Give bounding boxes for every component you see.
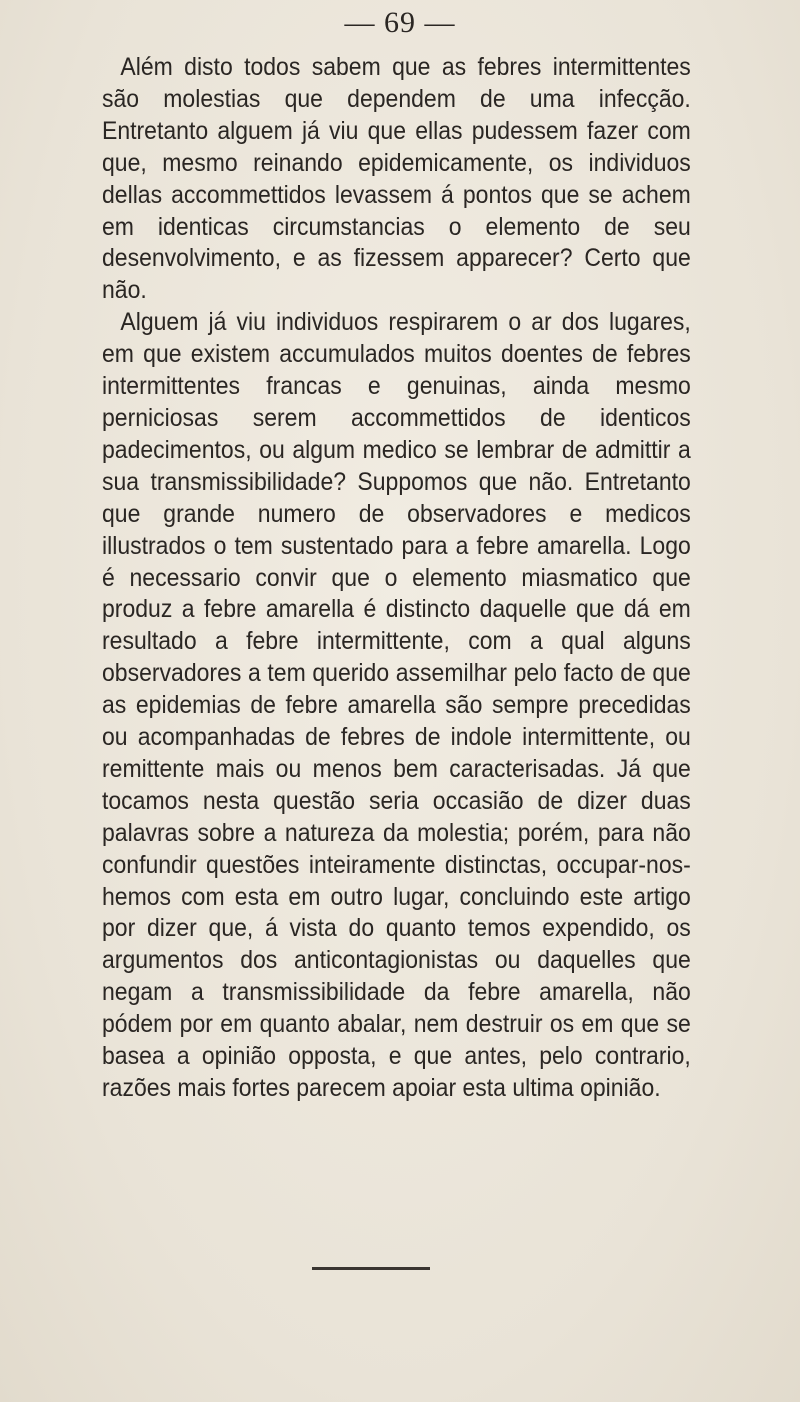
paragraph-2: Alguem já viu individuos respirarem o ar dos lugares, em que existem accumulados muitos doentes de febres intermittentes francas e genuinas, ainda mesmo perniciosas serem accommettidos de identicos padecimentos, ou algum medico se lembrar de admittir a sua transmissibilidade? Suppomos que não. Entretanto que grande numero de observadores e medicos illustrados o tem sustentado para a febre amarella. Logo é necessario convir que o elemento miasmatico que produz a febre amarella é distincto daquelle que dá em resultado a febre intermittente, com a qual alguns observadores a tem querido assemilhar pelo facto de que as epidemias de febre amarella são sempre precedidas ou acompanhadas de febres de indole intermittente, ou remittente mais ou menos bem caracterisadas. Já que tocamos nesta questão seria occasião de dizer duas palavras sobre a natureza da molestia; porém, para não confundir questões inteiramente distinctas, occupar-nos-hemos com esta em outro lugar, concluindo este artigo por dizer que, á vista do quanto temos expendido, os argumentos dos anticontagionistas ou daquelles que negam a transmissibilidade da febre amarella, não pódem por em quanto abalar, nem destruir os em que se basea a opinião opposta, e que antes, pelo contrario, razões mais fortes parecem apoiar esta ultima opinião. <box>102 308 691 1102</box>
section-end-rule <box>312 1267 430 1270</box>
paragraph-1: Além disto todos sabem que as febres intermittentes são molestias que dependem de uma infecção. Entretanto alguem já viu que ellas pudessem fazer com que, mesmo reinando epidemicamente, os individuos dellas accommettidos levassem á pontos que se achem em identicas circumstancias o elemento de seu desenvolvimento, e as fizessem apparecer? Certo que não. <box>102 53 691 305</box>
body-text <box>102 52 691 1105</box>
page-number-header: — 69 — <box>344 6 456 39</box>
